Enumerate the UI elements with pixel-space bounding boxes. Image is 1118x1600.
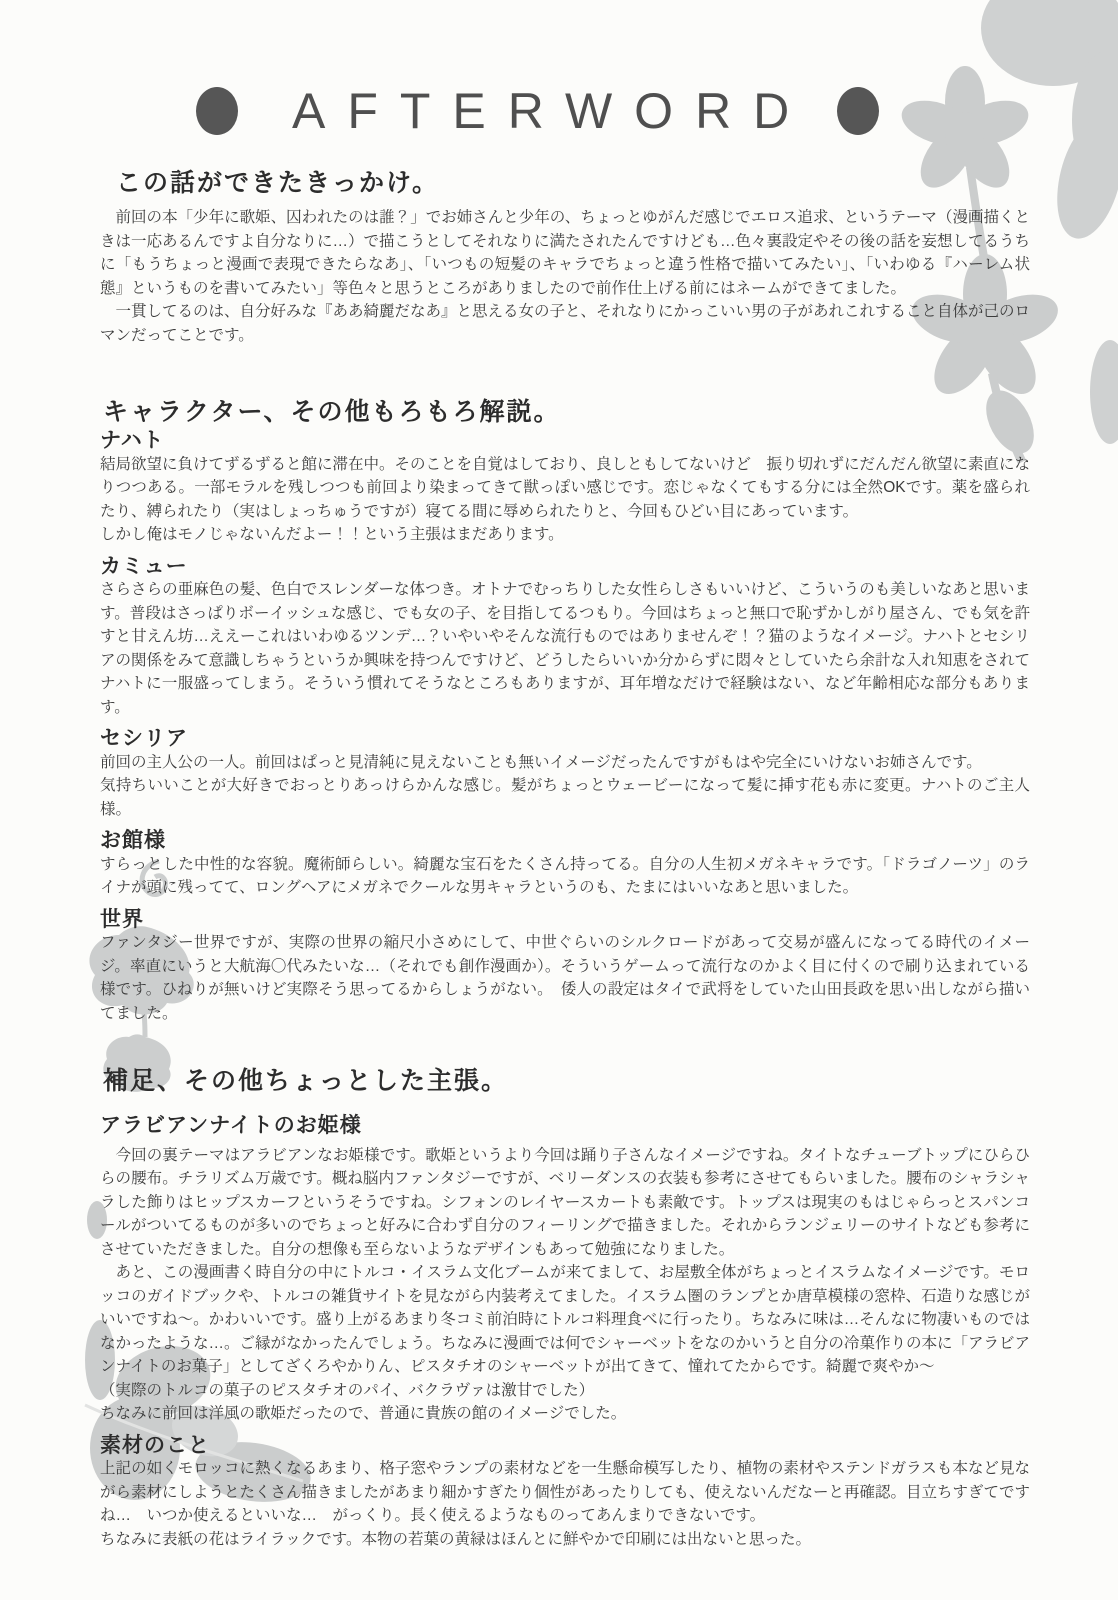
title-dot-right-icon [837, 87, 879, 135]
paragraph: 前回の本「少年に歌姫、囚われたのは誰？」でお姉さんと少年の、ちょっとゆがんだ感じでエロス追求、というテーマ（漫画描くときは一応あるんですよ自分なりに…）で描こうとしてそれなりに満たされたんですけども…色々裏設定やその後の話を妄想してるうちに「もうちょっと漫画で表現できたらなあ」、「いつもの短髪のキャラでちょっと違う性格で描いてみたい」、「いわゆる『ハーレム状態』というものを書いてみたい」等色々と思うところがありましたので前作仕上げる前にはネームができてました。 [100, 209, 1031, 297]
paragraph: 一貫してるのは、自分好みな『ああ綺麗だなあ』と思える女の子と、それなりにかっこいい男の子があれこれすること自体が己のロマンだってことです。 [100, 303, 1031, 344]
paragraph: すらっとした中性的な容貌。魔術師らしい。綺麗な宝石をたくさん持ってる。自分の人生初メガネキャラです。「ドラゴノーツ」のライナが頭に残ってて、ロングヘアにメガネでクールな男キャラというのも、たまにはいいなあと思いました。 [100, 855, 1030, 896]
paragraph: ちなみに前回は洋風の歌姫だったので、普通に貴族の館のイメージでした。 [100, 1405, 627, 1422]
paragraph: あと、この漫画書く時自分の中にトルコ・イスラム文化ブームが来てまして、お屋敷全体がちょっとイスラムなイメージです。モロッコのガイドブックや、トルコの雑貨サイトを見ながら内装考えてました。イスラム圏のランプとか唐草模様の窓枠、石造りな感じがいいですね～。かわいいです。盛り上がるあまり冬コミ前泊時にトルコ料理食べに行ったり。ちなみに味は…そんなに物凄いものではなかったような…。ご縁がなかったんでしょう。ちなみに漫画では何でシャーベットをなのかいうと自分の冷菓作りの本に「アラビアンナイトのお菓子」としてざくろやかりん、ピスタチオのシャーベットが出てきて、憧れてたからです。綺麗で爽やか～ [100, 1264, 1030, 1375]
subsection-title-nahato: ナハト [100, 429, 165, 452]
subsection-title-cecilia: セシリア [100, 727, 188, 750]
subsection-title-camus: カミュー [100, 554, 188, 578]
subsection-title-arabian-princess: アラビアンナイトのお姫様 [100, 1114, 362, 1137]
paragraph: 今回の裏テーマはアラビアンなお姫様です。歌姫というより今回は踊り子さんなイメージですね。タイトなチューブトップにひらひらの腰布。チラリズム万歳です。概ね脳内ファンタジーですが、ベリーダンスの衣装も参考にさせてもらいました。腰布のシャラシャラした飾りはヒップスカーフというそうですね。シフォンのレイヤースカートも素敵です。トップスは現実のもはじゃらっとスパンコールがついてるものが多いのでちょっと好みに合わず自分のフィーリングで描きました。それからランジェリーのサイトなども参考にさせていただきました。自分の想像も至らないようなデザインもあって勉強になりました。 [100, 1146, 1030, 1258]
section-story-origin [100, 168, 1030, 347]
section-supplement [100, 1066, 1030, 1551]
section-heading: キャラクター、その他もろもろ解説。 [103, 398, 561, 426]
paragraph: 気持ちいいことが大好きでおっとりあっけらかんな感じ。髪がちょっとウェービーになって髪に挿す花も赤に変更。ナハトのご主人様。 [100, 777, 1030, 818]
paragraph: しかし俺はモノじゃないんだよー！！という主張はまだあります。 [100, 526, 564, 543]
title-dot-left-icon [196, 87, 238, 135]
page-title: AFTERWORD [292, 83, 812, 139]
subsection-title-world: 世界 [100, 907, 144, 931]
paragraph: ちなみに表紙の花はライラックです。本物の若葉の黄緑はほんとに鮮やかで印刷には出ないと思った。 [100, 1530, 811, 1548]
section-character-notes [100, 397, 1030, 1025]
page-title-row [196, 83, 1030, 139]
subsection-title-materials: 素材のこと [100, 1433, 210, 1457]
section-heading: 補足、その他ちょっとした主張。 [103, 1067, 509, 1095]
paragraph: 前回の主人公の一人。前回はぱっと見清純に見えないことも無いイメージだったんですがもはや完全にいけないお姉さんです。 [100, 753, 982, 771]
paragraph: ファンタジー世界ですが、実際の世界の縮尺小さめにして、中世ぐらいのシルクロードがあって交易が盛んになってる時代のイメージ。率直にいうと大航海〇代みたいな…（それでも創作漫画か）。そういうゲームって流行なのかよく目に付くので刷り込まれている様です。ひねりが無いけど実際そう思ってるからしょうがない。 倭人の設定はタイで武将をしていた山田長政を思い出しながら描いてました。 [100, 934, 1030, 1022]
paragraph: 上記の如くモロッコに熱くなるあまり、格子窓やランプの素材などを一生懸命模写したり、植物の素材やステンドガラスも本など見ながら素材にしようとたくさん描きましたがあまり細かすぎたり個性があったりしても、使えないんだなーと再確認。目立ちすぎてですね… いつか使えるといいな… がっくり。長く使えるようなものってあんまりできないです。 [100, 1460, 1030, 1524]
paragraph: （実際のトルコの菓子のピスタチオのパイ、バクラヴァは激甘でした） [100, 1381, 595, 1399]
subsection-title-master: お館様 [100, 829, 166, 852]
paragraph: さらさらの亜麻色の髪、色白でスレンダーな体つき。オトナでむっちりした女性らしさもいいけど、こういうのも美しいなあと思います。普段はさっぱりボーイッシュな感じ、でも女の子、を目指してるつもり。今回はちょっと無口で恥ずかしがり屋さん、でも気を許すと甘えん坊…ええーこれはいわゆるツンデ…？いやいやそんな流行ものではありませんぞ！？猫のようなイメージ。ナハトとセシリアの関係をみて意識しちゃうというか興味を持つんですけど、どうしたらいいか分からずに悶々としていたら余計な入れ知恵をされてナハトに一服盛ってしまう。そういう慣れてそうなところもありますが、耳年増なだけで経験はない、など年齢相応な部分もあります。 [100, 581, 1031, 716]
paragraph: 結局欲望に負けてずるずると館に滞在中。そのことを自覚はしており、良しともしてないけど 振り切れずにだんだん欲望に素直になりつつある。一部モラルを残しつつも前回より染まってきて獣っぽい感じです。恋じゃなくてもする分には全然OKです。薬を盛られたり、縛られたり（実はしょっちゅうですが）寝てる間に辱められたりと、今回もひどい目にあっています。 [100, 455, 1031, 520]
section-heading: この話ができたきっかけ。 [116, 169, 440, 197]
